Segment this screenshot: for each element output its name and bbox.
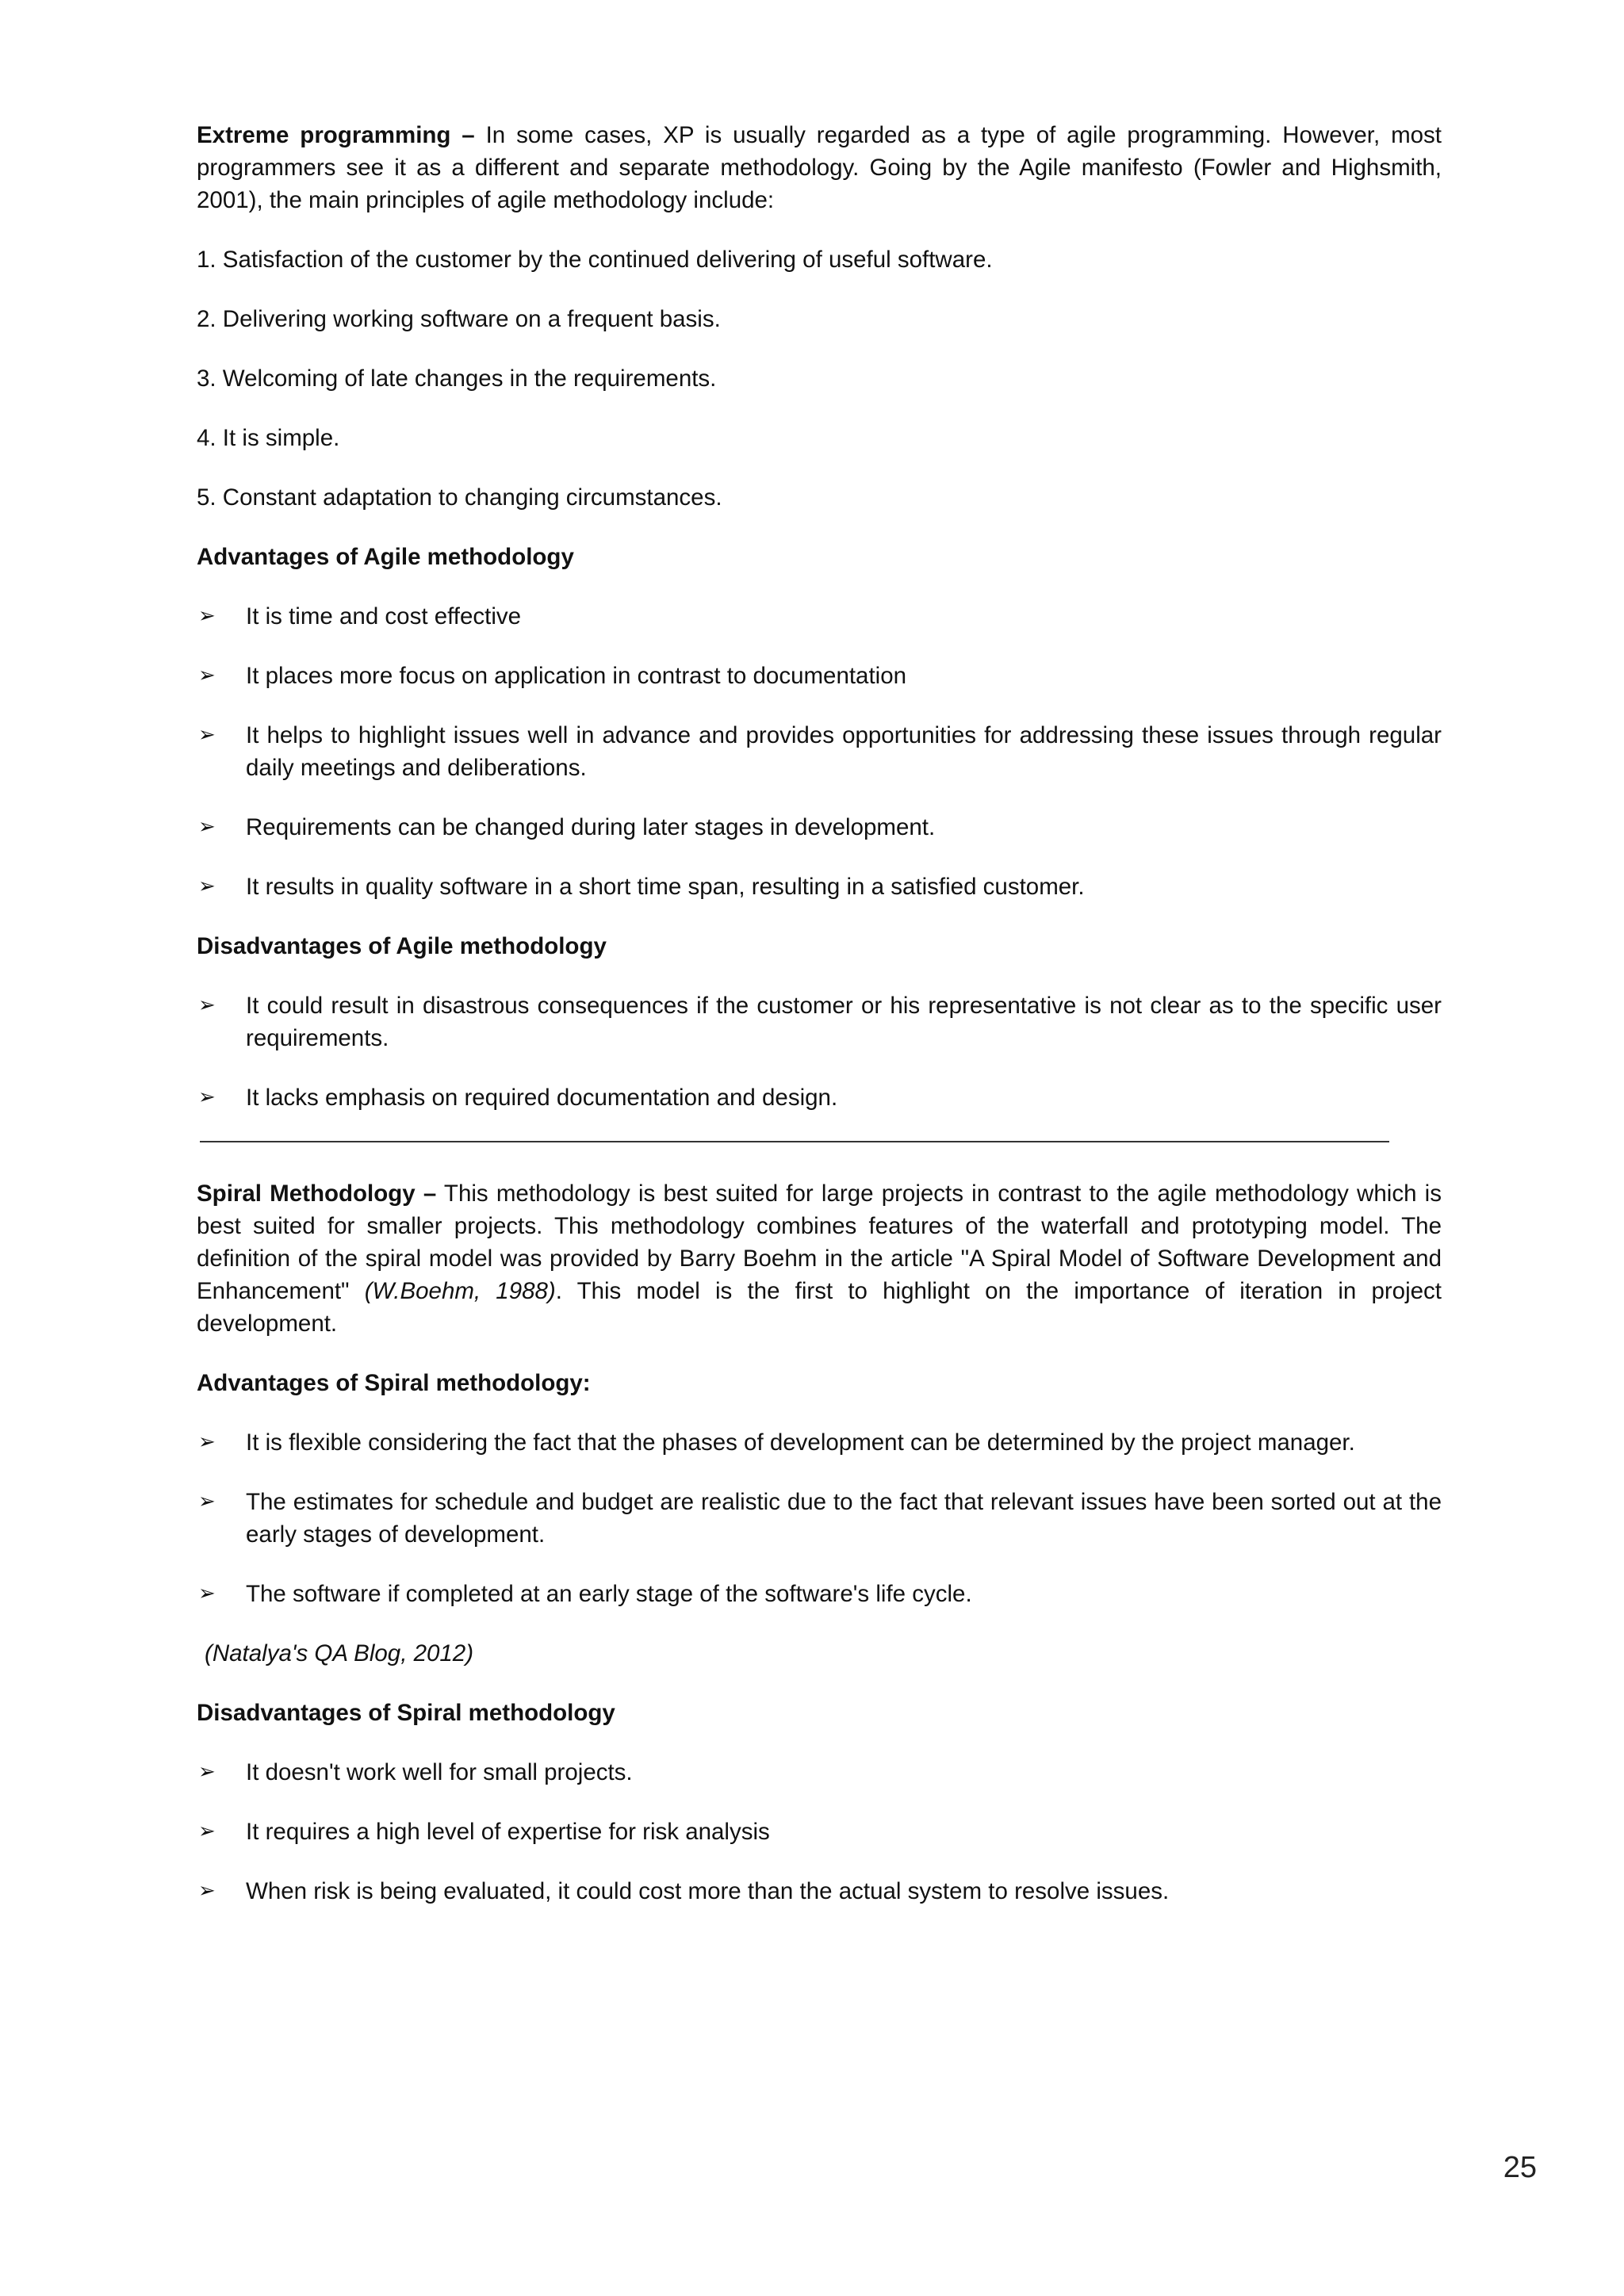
xp-body: In some cases, XP is usually regarded as a type of agile programming. However, most programmers see it as a different and separate methodology. Going by the Agile manifesto (Fowler and Highsmith, 2001), the main principles of agile methodology include:	[197, 122, 1442, 213]
document-page	[197, 119, 1442, 1934]
arrow-bullet-icon: ➢	[198, 1879, 216, 1903]
list-item: ➢ The software if completed at an early stage of the software's life cycle.	[197, 1578, 1442, 1610]
list-item: ➢ The estimates for schedule and budget are realistic due to the fact that relevant issues have been sorted out at the early stages of development.	[197, 1486, 1442, 1551]
list-item: ➢ When risk is being evaluated, it could cost more than the actual system to resolve issues.	[197, 1875, 1442, 1908]
list-item: ➢ Requirements can be changed during later stages in development.	[197, 811, 1442, 844]
arrow-bullet-icon: ➢	[198, 993, 216, 1017]
arrow-bullet-icon: ➢	[198, 1582, 216, 1605]
arrow-bullet-icon: ➢	[198, 1760, 216, 1784]
agile-disadvantages-heading: Disadvantages of Agile methodology	[197, 933, 607, 959]
spiral-disadvantages-heading: Disadvantages of Spiral methodology	[197, 1700, 615, 1726]
list-item: ➢ It is time and cost effective	[197, 600, 1442, 633]
arrow-bullet-icon: ➢	[198, 664, 216, 687]
arrow-bullet-icon: ➢	[198, 1085, 216, 1109]
list-item: ➢ It requires a high level of expertise for risk analysis	[197, 1816, 1442, 1848]
spiral-lead: Spiral Methodology –	[197, 1181, 437, 1207]
page-number: 25	[1503, 2151, 1537, 2184]
list-item: ➢ It is flexible considering the fact that the phases of development can be determined by the project manager.	[197, 1426, 1442, 1459]
list-item: ➢ It could result in disastrous consequences if the customer or his representative is not clear as to the specific user requirements.	[197, 989, 1442, 1054]
principle-item: 3. Welcoming of late changes in the requirements.	[197, 365, 717, 392]
arrow-bullet-icon: ➢	[198, 1820, 216, 1843]
agile-disadvantages-list	[197, 989, 1442, 1114]
spiral-paragraph	[197, 1177, 1442, 1340]
spiral-body-2: . This model is the first to highlight on the importance of iteration in project development.	[197, 1278, 1442, 1337]
section-divider	[200, 1141, 1389, 1142]
principle-item: 5. Constant adaptation to changing circumstances.	[197, 484, 722, 511]
arrow-bullet-icon: ➢	[198, 1490, 216, 1513]
arrow-bullet-icon: ➢	[198, 874, 216, 898]
list-item: ➢ It results in quality software in a short time span, resulting in a satisfied customer.	[197, 871, 1442, 903]
arrow-bullet-icon: ➢	[198, 1430, 216, 1454]
arrow-bullet-icon: ➢	[198, 723, 216, 747]
list-item: ➢ It places more focus on application in contrast to documentation	[197, 660, 1442, 692]
spiral-advantages-heading: Advantages of Spiral methodology:	[197, 1370, 591, 1396]
spiral-advantages-list	[197, 1426, 1442, 1610]
xp-lead: Extreme programming –	[197, 122, 475, 148]
list-item: ➢ It lacks emphasis on required documentation and design.	[197, 1081, 1442, 1114]
principle-item: 1. Satisfaction of the customer by the continued delivering of useful software.	[197, 247, 993, 273]
spiral-body-1: This methodology is best suited for large projects in contrast to the agile methodology which is best suited for smaller projects. This methodology combines features of the waterfall and prototyping model. The definition of the spiral model was provided by Barry Boehm in the article "A Spiral Model of Software Development and Enhancement"	[197, 1181, 1442, 1304]
spiral-citation: (W.Boehm, 1988)	[364, 1278, 556, 1304]
agile-advantages-list	[197, 600, 1442, 903]
arrow-bullet-icon: ➢	[198, 604, 216, 628]
xp-paragraph	[197, 119, 1442, 216]
source-citation: (Natalya's QA Blog, 2012)	[205, 1640, 474, 1667]
principle-item: 2. Delivering working software on a frequent basis.	[197, 306, 721, 332]
spiral-disadvantages-list	[197, 1756, 1442, 1908]
arrow-bullet-icon: ➢	[198, 815, 216, 839]
list-item: ➢ It helps to highlight issues well in advance and provides opportunities for addressing these issues through regular daily meetings and deliberations.	[197, 719, 1442, 784]
list-item: ➢ It doesn't work well for small projects.	[197, 1756, 1442, 1789]
principle-item: 4. It is simple.	[197, 425, 340, 451]
agile-advantages-heading: Advantages of Agile methodology	[197, 544, 574, 570]
